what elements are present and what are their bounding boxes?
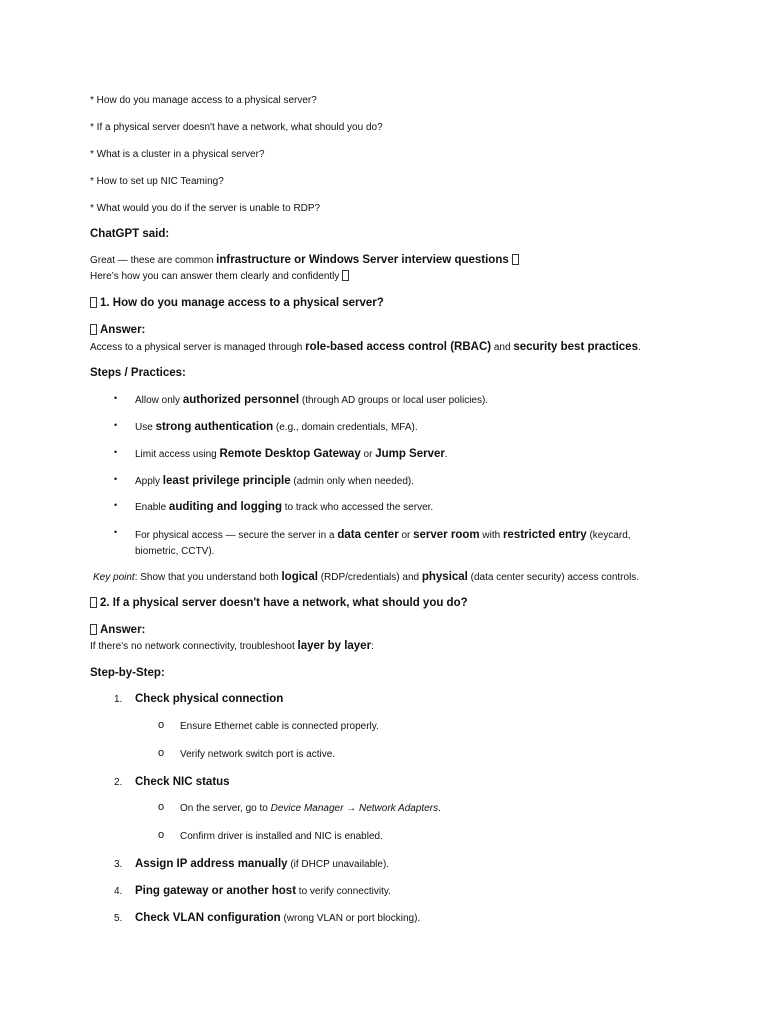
text-run: to verify connectivity. (296, 886, 391, 897)
sub-bullet-icon: o (158, 719, 165, 731)
chatgpt-said-heading: ChatGPT said: (90, 228, 170, 240)
text-run: (e.g., domain credentials, MFA). (273, 422, 418, 433)
text-run: (through AD groups or local user policies). (299, 395, 489, 406)
text-emphasis: Remote Desktop Gateway (219, 448, 361, 460)
text-run: Apply (135, 476, 163, 487)
step-number: 3. (114, 859, 123, 870)
intro-paragraph-2 (90, 270, 708, 283)
list-item (135, 500, 708, 515)
step-number: 5. (114, 913, 123, 924)
text-run: : Show that you understand both (134, 572, 282, 583)
emoji-placeholder-icon (90, 624, 97, 635)
list-item (135, 474, 708, 489)
text-run: On the server, go to (180, 803, 271, 814)
list-item (135, 393, 708, 408)
step-number: 4. (114, 886, 123, 897)
text-emphasis: restricted entry (502, 529, 587, 541)
q1-answer-text (90, 340, 708, 355)
sub-item: Verify network switch port is active. (180, 749, 336, 760)
q2-answer-label (90, 623, 708, 638)
q1-answer-label (90, 323, 708, 338)
text-run: (admin only when needed). (290, 476, 415, 487)
emoji-placeholder-icon (512, 254, 519, 265)
list-item (135, 527, 665, 560)
text-emphasis: physical (421, 571, 468, 583)
bullet-icon: • (114, 447, 118, 457)
bullet-icon: • (114, 474, 118, 484)
text-emphasis: Check VLAN configuration (135, 912, 281, 924)
text-emphasis: authorized personnel (182, 394, 300, 406)
text-emphasis: data center (337, 529, 399, 541)
text-run: . (438, 803, 441, 814)
question-line: * How do you manage access to a physical server? (90, 95, 317, 106)
text-emphasis: layer by layer (297, 640, 372, 652)
text-run: Enable (135, 502, 169, 513)
text-run: (if DHCP unavailable). (287, 859, 390, 870)
list-item (135, 420, 708, 435)
text-run: or (360, 449, 376, 460)
answer-label-text: Answer: (100, 324, 146, 336)
bullet-icon: • (114, 527, 118, 537)
sub-item (180, 802, 708, 815)
key-point-line (93, 570, 708, 585)
text-run: : (371, 641, 374, 652)
text-emphasis: strong authentication (155, 421, 274, 433)
sub-item: Confirm driver is installed and NIC is enabled. (180, 831, 383, 842)
text-italic: Device Manager → Network Adapters (270, 803, 439, 814)
text-run: (wrong VLAN or port blocking). (280, 913, 421, 924)
text-emphasis: auditing and logging (168, 501, 282, 513)
step-item (135, 911, 708, 926)
key-point-label: Key point (93, 572, 135, 583)
text-emphasis: Ping gateway or another host (135, 885, 297, 897)
q2-heading (90, 596, 708, 611)
q2-steps-label: Step-by-Step: (90, 667, 165, 679)
sub-bullet-icon: o (158, 747, 165, 759)
text-emphasis: Assign IP address manually (135, 858, 288, 870)
text-emphasis: Jump Server (375, 448, 445, 460)
intro-text: Here’s how you can answer them clearly and confidently (90, 271, 340, 282)
text-run: . (637, 342, 641, 353)
emoji-placeholder-icon (342, 270, 349, 281)
step-number: 2. (114, 777, 123, 788)
step-title: Check physical connection (135, 693, 284, 705)
question-line: * If a physical server doesn't have a network, what should you do? (90, 122, 383, 133)
text-run: Use (135, 422, 156, 433)
text-emphasis: least privilege principle (162, 475, 291, 487)
emoji-placeholder-icon (90, 597, 97, 608)
answer-label-text: Answer: (100, 624, 146, 636)
emoji-placeholder-icon (90, 297, 97, 308)
q2-answer-text (90, 639, 708, 654)
text-run: (keycard, biometric, CCTV). (135, 530, 631, 557)
step-item (135, 884, 708, 899)
sub-bullet-icon: o (158, 829, 165, 841)
intro-text: Great — these are common (90, 255, 217, 266)
text-run: (data center security) access controls. (467, 572, 640, 583)
list-item (135, 447, 708, 462)
text-run: Access to a physical server is managed through (90, 342, 306, 353)
sub-item: Ensure Ethernet cable is connected properly. (180, 721, 379, 732)
emoji-placeholder-icon (90, 324, 97, 335)
question-line: * What would you do if the server is unable to RDP? (90, 203, 321, 214)
text-emphasis: server room (413, 529, 480, 541)
bullet-icon: • (114, 500, 118, 510)
text-emphasis: security best practices (513, 341, 638, 353)
q2-heading-text: 2. If a physical server doesn't have a network, what should you do? (100, 597, 468, 609)
step-item (135, 857, 708, 872)
text-emphasis: role-based access control (RBAC) (305, 341, 492, 353)
intro-emphasis: infrastructure or Windows Server interview questions (216, 254, 509, 266)
text-run: with (479, 530, 503, 541)
text-run: Limit access using (135, 449, 220, 460)
question-line: * What is a cluster in a physical server? (90, 149, 265, 160)
question-line: * How to set up NIC Teaming? (90, 176, 224, 187)
bullet-icon: • (114, 420, 118, 430)
text-run: Allow only (135, 395, 183, 406)
text-run: (RDP/credentials) and (317, 572, 422, 583)
text-run: and (491, 342, 514, 353)
q1-heading (90, 296, 708, 311)
intro-paragraph (90, 253, 708, 268)
text-run: . (444, 449, 448, 460)
q1-steps-label: Steps / Practices: (90, 367, 186, 379)
text-emphasis: logical (281, 571, 318, 583)
sub-bullet-icon: o (158, 801, 165, 813)
text-run: For physical access — secure the server in a (135, 530, 338, 541)
step-number: 1. (114, 694, 123, 705)
q1-heading-text: 1. How do you manage access to a physical server? (100, 297, 384, 309)
bullet-icon: • (114, 393, 118, 403)
text-run: or (398, 530, 414, 541)
text-run: If there’s no network connectivity, troubleshoot (90, 641, 298, 652)
text-run: to track who accessed the server. (282, 502, 434, 513)
step-title: Check NIC status (135, 776, 230, 788)
